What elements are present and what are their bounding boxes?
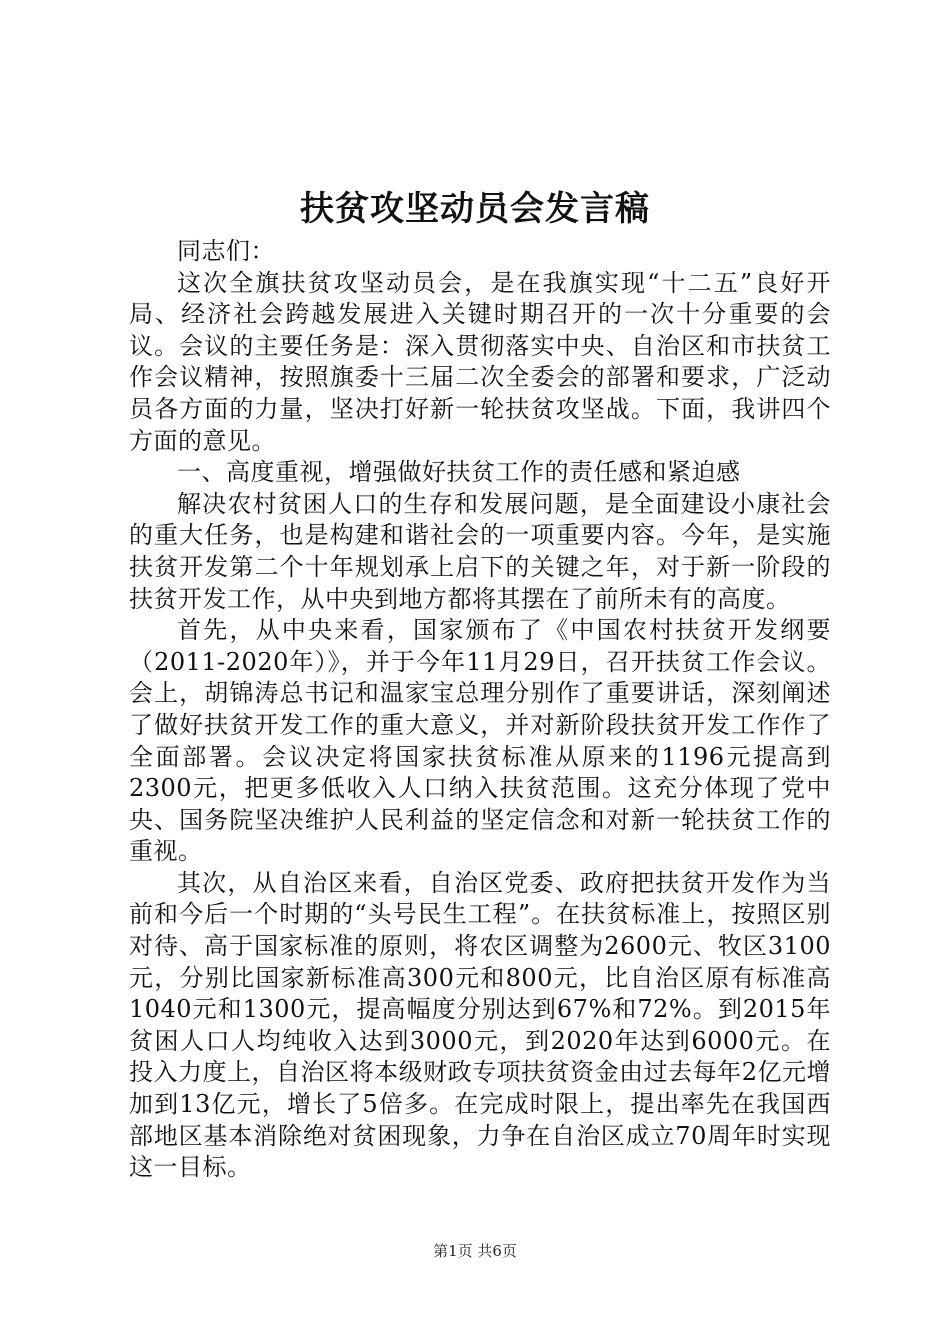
body-paragraph: 首先，从中央来看，国家颁布了《中国农村扶贫开发纲要（2011-2020年）》，并于今年11月29日，召开扶贫工作会议。会上，胡锦涛总书记和温家宝总理分别作了重要讲话，深刻阐述了做好扶贫开发工作的重大意义，并对新阶段扶贫开发工作作了全面部署。会议决定将国家扶贫标准从原来的1196元提高到2300元，把更多低收入人口纳入扶贫范围。这充分体现了党中央、国务院坚决维护人民利益的坚定信念和对新一轮扶贫工作的重视。	[129, 616, 831, 866]
salutation-paragraph: 同志们：	[177, 237, 275, 265]
section-heading-1: 一、高度重视，增强做好扶贫工作的责任感和紧迫感	[177, 458, 741, 487]
body-paragraph: 其次，从自治区来看，自治区党委、政府把扶贫开发作为当前和今后一个时期的“头号民生工程”。在扶贫标准上，按照区别对待、高于国家标准的原则，将农区调整为2600元、牧区3100元，分别比国家新标准高300元和800元，比自治区原有标准高1040元和1300元，提高幅度分别达到67%和72%。到2015年贫困人口人均纯收入达到3000元，到2020年达到6000元。在投入力度上，自治区将本级财政专项扶贫资金由过去每年2亿元增加到13亿元，增长了5倍多。在完成时限上，提出率先在我国西部地区基本消除绝对贫困现象，力争在自治区成立70周年时实现这一目标。	[129, 868, 831, 1182]
document-body	[129, 236, 831, 1184]
document-title: 扶贫攻坚动员会发言稿	[300, 189, 650, 229]
page-number-footer: 第1页 共6页	[433, 1242, 517, 1260]
intro-paragraph: 这次全旗扶贫攻坚动员会，是在我旗实现“十二五”良好开局、经济社会跨越发展进入关键时期召开的一次十分重要的会议。会议的主要任务是：深入贯彻落实中央、自治区和市扶贫工作会议精神，按照旗委十三届二次全委会的部署和要求，广泛动员各方面的力量，坚决打好新一轮扶贫攻坚战。下面，我讲四个方面的意见。	[129, 268, 831, 455]
body-paragraph: 解决农村贫困人口的生存和发展问题，是全面建设小康社会的重大任务，也是构建和谐社会的一项重要内容。今年，是实施扶贫开发第二个十年规划承上启下的关键之年，对于新一阶段的扶贫开发工作，从中央到地方都将其摆在了前所未有的高度。	[129, 489, 831, 613]
